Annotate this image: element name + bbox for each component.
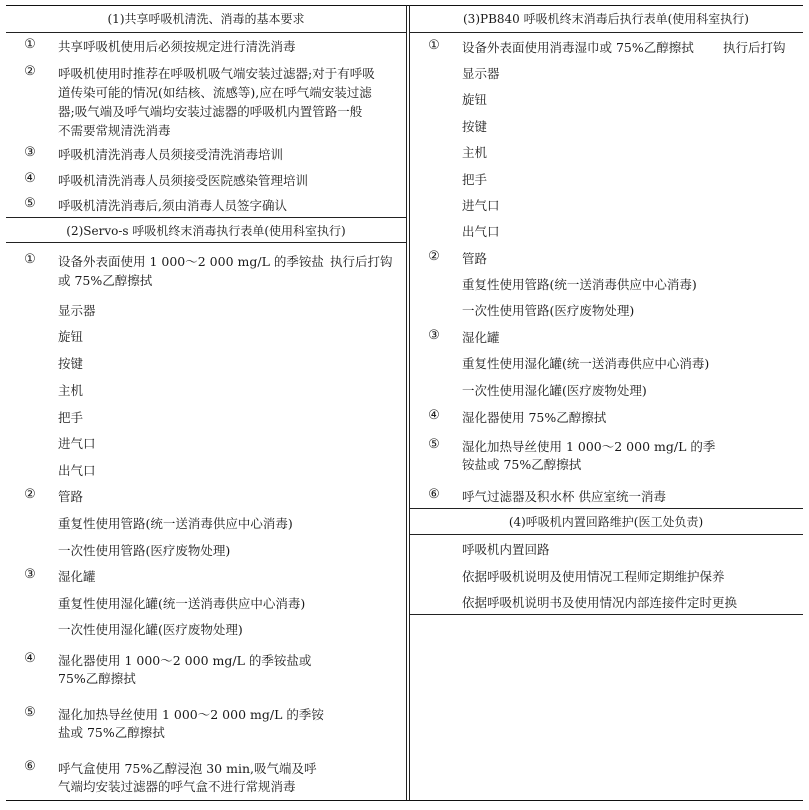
section-3-title: (3)PB840 呼吸机终末消毒后执行表单(使用科室执行) [463,12,749,26]
item-number: ③ [24,145,36,160]
list-item: 管路 [462,251,488,266]
section-2-top-line [6,217,406,218]
item-number: ⑤ [428,437,440,452]
column-divider [406,5,407,800]
item-number: ① [24,37,36,52]
item-number: ③ [24,567,36,582]
item-number: ⑤ [24,196,36,211]
list-item-line: 或 75%乙醇擦拭 [58,273,153,288]
sub-item: 按键 [58,356,84,371]
item-number: ⑥ [24,759,36,774]
sub-item: 按键 [462,119,488,134]
column-divider-inner [409,5,410,800]
list-item-line: 呼气盒使用 75%乙醇浸泡 30 min,吸气端及呼 [58,761,317,776]
section-4-top-line [409,508,803,509]
section-4-bottom-line [409,614,803,615]
list-item-line: 铵盐或 75%乙醇擦拭 [462,457,582,472]
sub-item: 旋钮 [462,92,488,107]
check-note: 执行后打钩 [330,254,393,269]
sub-item: 主机 [462,145,488,160]
section-2-title: (2)Servo-s 呼吸机终末消毒执行表单(使用科室执行) [66,224,346,238]
sub-item: 进气口 [58,436,96,451]
list-item: 呼吸机清洗消毒人员须接受医院感染管理培训 [58,173,309,188]
list-item-line: 湿化加热导丝使用 1 000～2 000 mg/L 的季 [462,439,716,454]
sub-item: 进气口 [462,198,500,213]
section-3-header-line [409,32,803,33]
sub-item: 一次性使用管路(医疗废物处理) [58,543,231,558]
check-note: 执行后打钩 [723,40,786,55]
list-item: 呼吸机清洗消毒后,须由消毒人员签字确认 [58,198,287,213]
item-number: ④ [428,408,440,423]
list-item-line: 器;吸气端及呼气端均安装过滤器的呼吸机内置管路一般 [58,104,363,119]
sub-item: 重复性使用湿化罐(统一送消毒供应中心消毒) [58,596,306,611]
item-number: ④ [24,651,36,666]
list-item: 湿化罐 [462,330,500,345]
item-number: ⑥ [428,487,440,502]
sub-item: 显示器 [462,66,500,81]
sub-item: 主机 [58,383,84,398]
sub-item: 重复性使用管路(统一送消毒供应中心消毒) [58,516,293,531]
list-item: 管路 [58,489,84,504]
table-bottom-border [6,800,803,801]
section-1-title: (1)共享呼吸机清洗、消毒的基本要求 [107,12,305,26]
sub-item: 把手 [462,172,488,187]
sub-item: 重复性使用管路(统一送消毒供应中心消毒) [462,277,697,292]
list-item: 依据呼吸机说明书及使用情况内部连接件定时更换 [462,595,738,610]
list-item-line: 不需要常规清洗消毒 [58,123,171,138]
section-2-header-line [6,242,406,243]
item-number: ⑤ [24,705,36,720]
list-item: 呼气过滤器及积水杯 供应室统一消毒 [462,489,666,504]
item-number: ② [428,249,440,264]
list-item: 湿化器使用 75%乙醇擦拭 [462,410,607,425]
list-item: 共享呼吸机使用后必须按规定进行清洗消毒 [58,39,296,54]
sub-item: 把手 [58,410,84,425]
item-number: ④ [24,171,36,186]
list-item-line: 湿化器使用 1 000～2 000 mg/L 的季铵盐或 [58,653,312,668]
table-top-border [6,5,803,6]
list-item-line: 75%乙醇擦拭 [58,671,136,686]
list-item-line: 道传染可能的情况(如结核、流感等),应在呼气端安装过滤 [58,85,372,100]
item-number: ① [24,252,36,267]
list-item: 呼吸机清洗消毒人员须接受清洗消毒培训 [58,147,284,162]
sub-item: 旋钮 [58,329,84,344]
list-item: 湿化罐 [58,569,96,584]
sub-item: 出气口 [58,463,96,478]
item-number: ② [24,64,36,79]
item-number: ① [428,38,440,53]
section-4-header-line [409,534,803,535]
sub-item: 显示器 [58,303,96,318]
section-1-header-line [6,32,406,33]
list-item: 呼吸机内置回路 [462,542,550,557]
list-item-line: 设备外表面使用 1 000～2 000 mg/L 的季铵盐 [58,254,324,269]
sub-item: 重复性使用湿化罐(统一送消毒供应中心消毒) [462,356,710,371]
item-number: ② [24,487,36,502]
list-item-line: 湿化加热导丝使用 1 000～2 000 mg/L 的季铵 [58,707,324,722]
list-item-line: 呼吸机使用时推荐在呼吸机吸气端安装过滤器;对于有呼吸 [58,66,375,81]
item-number: ③ [428,328,440,343]
sub-item: 一次性使用管路(医疗废物处理) [462,303,635,318]
sub-item: 一次性使用湿化罐(医疗废物处理) [58,622,243,637]
list-item-line: 气端均安装过滤器的呼气盒不进行常规消毒 [58,779,296,794]
list-item-line: 盐或 75%乙醇擦拭 [58,725,165,740]
list-item: 设备外表面使用消毒湿巾或 75%乙醇擦拭 [462,40,694,55]
sub-item: 出气口 [462,224,500,239]
section-4-title: (4)呼吸机内置回路维护(医工处负责) [508,515,704,529]
list-item: 依据呼吸机说明及使用情况工程师定期维护保养 [462,569,725,584]
sub-item: 一次性使用湿化罐(医疗废物处理) [462,383,647,398]
